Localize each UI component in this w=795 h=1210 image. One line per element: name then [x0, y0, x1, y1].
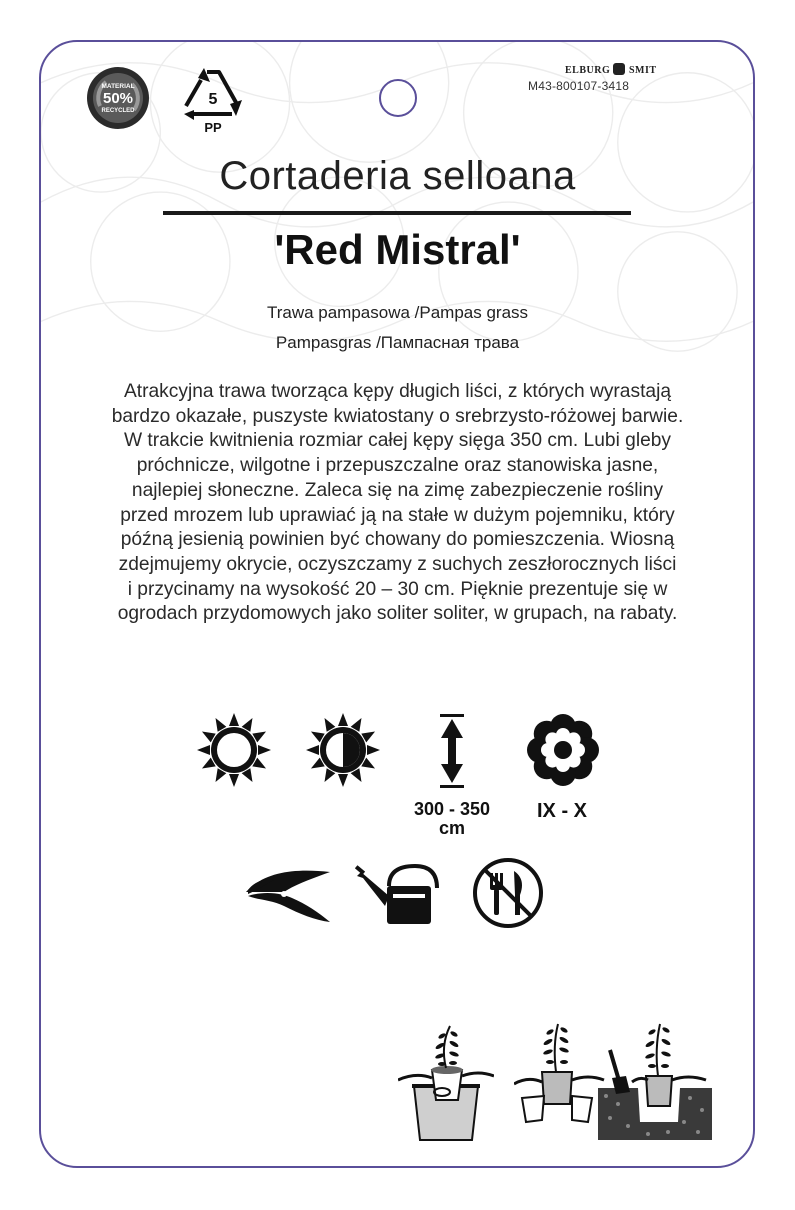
height-value: 300 - 350 [413, 799, 491, 819]
svg-text:SMIT: SMIT [629, 65, 657, 76]
not-edible-icon [471, 856, 545, 930]
recycled-material-badge [86, 66, 150, 130]
description [60, 380, 735, 627]
badge-line1: MATERIAL [101, 83, 135, 90]
svg-text:ELBURG: ELBURG [565, 65, 611, 76]
common-name-1: Trawa pampasowa /Pampas grass [266, 303, 529, 322]
half-shade-icon [305, 712, 381, 788]
planting-in-soil-icon [598, 1022, 712, 1140]
recycle-code-icon [180, 64, 246, 134]
description-line: przed mrozem lub uprawiać ją na stałe w dużym pojemniku, który [120, 504, 675, 526]
latin-name: Cortaderia selloana [219, 154, 576, 198]
hanging-hole [379, 79, 417, 117]
description-line: bardzo okazałe, puszyste kwiatostany o srebrzysto-różowej barwie. [111, 405, 684, 427]
description-line: ogrodach przydomowych jako soliter soliter, w grupach, na rabaty. [117, 603, 678, 625]
flowering-months: IX - X [536, 800, 587, 822]
flower-icon [525, 712, 601, 788]
root-loosening-icon [514, 1022, 606, 1126]
cultivar-name: 'Red Mistral' [274, 226, 521, 273]
height-label [400, 800, 504, 838]
description-line: W trakcie kwitnienia rozmiar całej kępy sięga 350 cm. Lubi gleby [123, 430, 672, 452]
watering-can-icon [355, 862, 441, 926]
pot-removal-icon [398, 1022, 494, 1142]
common-name-2: Pampasgras /Пампасная трава [275, 333, 520, 352]
badge-percent: 50% [102, 90, 134, 107]
description-line: późną jesienią powinien być chowany do pomieszczenia. Wiosną [120, 529, 675, 551]
description-line: najlepiej słoneczne. Zaleca się na zimę zabezpieczenie rośliny [131, 479, 664, 501]
recycle-number: 5 [208, 91, 218, 108]
recycle-material: PP [204, 120, 222, 134]
description-line: próchnicze, wilgotne i przepuszczalne oraz stanowiska jasne, [136, 455, 659, 477]
product-code: M43-800107-3418 [528, 79, 630, 93]
description-line: Atrakcyjna trawa tworząca kępy długich liści, z których wyrastają [123, 381, 672, 402]
description-line: i przycinamy na wysokość 20 – 30 cm. Pięknie prezentuje się w [127, 578, 668, 600]
sun-icon [196, 712, 272, 788]
description-line: zdejmujemy okrycie, oczyszczamy z suchych zeszłorocznych liści [118, 553, 677, 575]
pruning-shears-icon [244, 864, 332, 924]
height-arrow-icon [437, 714, 467, 788]
height-unit: cm [438, 818, 465, 838]
title-divider [163, 211, 631, 215]
badge-line3: RECYCLED [101, 108, 135, 114]
brand-logo [565, 62, 675, 76]
